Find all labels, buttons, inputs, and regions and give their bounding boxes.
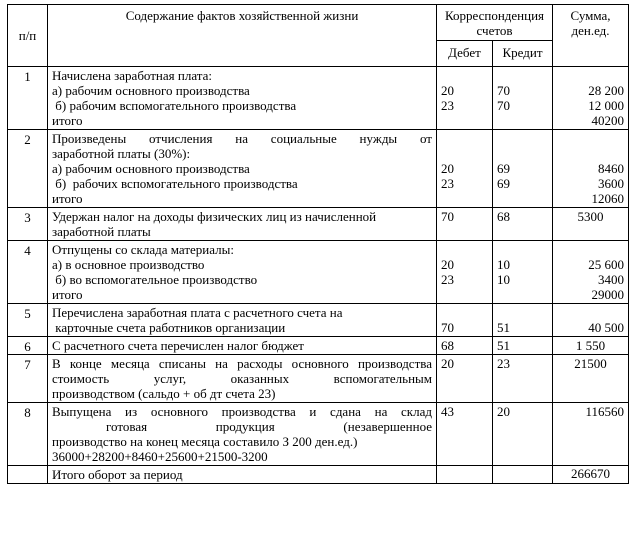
credit-value xyxy=(493,224,552,239)
row-sum xyxy=(553,304,629,337)
sum-value: 29000 xyxy=(591,287,625,302)
sum-value xyxy=(553,386,628,401)
row-debit xyxy=(437,355,493,403)
row-number: 8 xyxy=(8,403,48,466)
row-sum xyxy=(553,337,629,355)
table-row xyxy=(8,304,629,337)
row-debit xyxy=(437,241,493,304)
debit-value xyxy=(437,419,492,434)
sum-value xyxy=(553,146,628,161)
debit-value: 20 xyxy=(441,356,454,371)
debit-value xyxy=(437,224,492,239)
credit-value xyxy=(493,449,552,464)
row-description xyxy=(48,241,437,304)
header-sum-line2: ден.ед. xyxy=(571,23,610,38)
debit-value xyxy=(437,449,492,464)
credit-value xyxy=(493,434,552,449)
sum-value xyxy=(553,224,628,239)
row-description xyxy=(48,304,437,337)
credit-value xyxy=(493,287,552,302)
credit-value: 51 xyxy=(497,320,510,335)
sum-value: 28 200 xyxy=(588,83,625,98)
description-line: производство на конец месяца составило З 200 ден.ед.) xyxy=(52,434,358,449)
header-credit: Кредит xyxy=(493,41,553,67)
credit-value xyxy=(493,386,552,401)
description-line: стоимость услуг, оказанных вспомогательным xyxy=(52,371,432,386)
debit-value xyxy=(437,146,492,161)
row-number: 1 xyxy=(8,67,48,130)
debit-value: 70 xyxy=(441,320,454,335)
table-row xyxy=(8,67,629,130)
debit-value xyxy=(437,131,492,146)
sum-value: 40 500 xyxy=(588,320,625,335)
description-line: Отпущены со склада материалы: xyxy=(52,242,234,257)
header-corr-line2: счетов xyxy=(476,23,513,38)
row-sum xyxy=(553,67,629,130)
description-line: В конце месяца списаны на расходы основного производства xyxy=(52,356,432,371)
total-label: Итого оборот за период xyxy=(48,466,437,484)
sum-value xyxy=(553,305,628,320)
credit-value: 20 xyxy=(497,404,510,419)
credit-value: 70 xyxy=(497,83,510,98)
row-credit xyxy=(493,304,553,337)
credit-value xyxy=(493,146,552,161)
credit-value xyxy=(493,371,552,386)
credit-value: 69 xyxy=(497,176,510,191)
description-line: б) рабочим вспомогательного производства xyxy=(52,98,297,113)
sum-value xyxy=(553,371,628,386)
row-debit xyxy=(437,403,493,466)
row-number: 4 xyxy=(8,241,48,304)
sum-value: 5300 xyxy=(577,209,604,224)
sum-value xyxy=(553,242,628,257)
row-debit xyxy=(437,130,493,208)
row-description xyxy=(48,67,437,130)
row-number: 3 xyxy=(8,208,48,241)
row-credit xyxy=(493,241,553,304)
debit-value xyxy=(437,191,492,206)
debit-value: 20 xyxy=(441,257,454,272)
credit-value: 10 xyxy=(497,272,510,287)
description-line: Начислена заработная плата: xyxy=(52,68,212,83)
header-debit: Дебет xyxy=(437,41,493,67)
total-credit-cell xyxy=(493,466,553,484)
sum-value xyxy=(553,419,628,434)
row-number: 2 xyxy=(8,130,48,208)
credit-value: 68 xyxy=(497,209,510,224)
credit-value xyxy=(493,305,552,320)
description-line: б) рабочих вспомогательного производства xyxy=(52,176,298,191)
sum-value xyxy=(553,449,628,464)
credit-value xyxy=(493,242,552,257)
credit-value: 51 xyxy=(497,338,510,353)
credit-value xyxy=(493,131,552,146)
debit-value xyxy=(437,371,492,386)
journal-table xyxy=(7,4,629,484)
credit-value xyxy=(493,419,552,434)
table-row xyxy=(8,130,629,208)
debit-value xyxy=(437,68,492,83)
description-line: 36000+28200+8460+25600+21500-3200 xyxy=(52,449,268,464)
debit-value: 68 xyxy=(441,338,454,353)
table-row xyxy=(8,208,629,241)
header-corr-line1: Корреспонденция xyxy=(444,8,545,23)
description-line: карточные счета работников организации xyxy=(52,320,286,335)
sum-value: 21500 xyxy=(574,356,607,371)
row-credit xyxy=(493,337,553,355)
credit-value: 69 xyxy=(497,161,510,176)
description-line: Произведены отчисления на социальные нужды от xyxy=(52,131,432,146)
sum-value: 3400 xyxy=(598,272,625,287)
header-content: Содержание фактов хозяйственной жизни xyxy=(48,5,437,67)
row-debit xyxy=(437,337,493,355)
total-row xyxy=(8,466,629,484)
debit-value xyxy=(437,386,492,401)
description-line: заработной платы (30%): xyxy=(52,146,191,161)
description-line: С расчетного счета перечислен налог бюджет xyxy=(52,338,304,353)
row-number: 6 xyxy=(8,337,48,355)
header-correspondence xyxy=(437,5,553,41)
table-body xyxy=(8,67,629,466)
total-sum: 266670 xyxy=(553,466,629,484)
debit-value: 43 xyxy=(441,404,454,419)
debit-value xyxy=(437,434,492,449)
credit-value: 23 xyxy=(497,356,510,371)
header-row xyxy=(8,5,629,41)
row-number: 7 xyxy=(8,355,48,403)
description-line: Выпущена из основного производства и сдана на склад xyxy=(52,404,432,419)
row-credit xyxy=(493,208,553,241)
sum-value: 1 550 xyxy=(575,338,606,353)
description-line: а) в основное производство xyxy=(52,257,205,272)
description-line: Перечислена заработная плата с расчетного счета на xyxy=(52,305,343,320)
row-number: 5 xyxy=(8,304,48,337)
description-line: а) рабочим основного производства xyxy=(52,161,250,176)
description-line: заработной платы xyxy=(52,224,151,239)
description-line: б) во вспомогательное производство xyxy=(52,272,258,287)
table-row xyxy=(8,337,629,355)
credit-value: 10 xyxy=(497,257,510,272)
description-line: Удержан налог на доходы физических лиц из начисленной xyxy=(52,209,377,224)
row-description xyxy=(48,208,437,241)
sum-value: 25 600 xyxy=(588,257,625,272)
sum-value xyxy=(553,68,628,83)
sum-value xyxy=(553,434,628,449)
row-credit xyxy=(493,67,553,130)
description-line: итого xyxy=(52,191,83,206)
debit-value: 23 xyxy=(441,176,454,191)
credit-value xyxy=(493,68,552,83)
row-credit xyxy=(493,403,553,466)
description-line: а) рабочим основного производства xyxy=(52,83,250,98)
credit-value xyxy=(493,191,552,206)
credit-value: 70 xyxy=(497,98,510,113)
table-row xyxy=(8,355,629,403)
description-line: готовая продукция (незавершенное xyxy=(106,419,432,434)
row-debit xyxy=(437,67,493,130)
debit-value: 23 xyxy=(441,272,454,287)
table-row xyxy=(8,403,629,466)
row-debit xyxy=(437,208,493,241)
sum-value: 40200 xyxy=(591,113,625,128)
row-credit xyxy=(493,130,553,208)
row-sum xyxy=(553,355,629,403)
row-sum xyxy=(553,130,629,208)
debit-value xyxy=(437,287,492,302)
sum-value: 116560 xyxy=(585,404,625,419)
header-sum-line1: Сумма, xyxy=(570,8,611,23)
description-line: производством (сальдо + об дт счета 23) xyxy=(52,386,276,401)
total-num-cell xyxy=(8,466,48,484)
table-row xyxy=(8,241,629,304)
row-description xyxy=(48,130,437,208)
header-num: п/п xyxy=(8,5,48,67)
description-line: итого xyxy=(52,113,83,128)
sum-value: 12 000 xyxy=(588,98,625,113)
sum-value: 3600 xyxy=(598,176,625,191)
debit-value: 20 xyxy=(441,161,454,176)
row-description xyxy=(48,355,437,403)
row-sum xyxy=(553,403,629,466)
sum-value: 8460 xyxy=(598,161,625,176)
debit-value xyxy=(437,242,492,257)
total-debit-cell xyxy=(437,466,493,484)
sum-value: 12060 xyxy=(591,191,625,206)
description-line: итого xyxy=(52,287,83,302)
debit-value xyxy=(437,305,492,320)
debit-value xyxy=(437,113,492,128)
row-sum xyxy=(553,208,629,241)
sum-value xyxy=(553,131,628,146)
debit-value: 23 xyxy=(441,98,454,113)
row-debit xyxy=(437,304,493,337)
debit-value: 20 xyxy=(441,83,454,98)
row-description xyxy=(48,403,437,466)
row-sum xyxy=(553,241,629,304)
credit-value xyxy=(493,113,552,128)
row-description xyxy=(48,337,437,355)
debit-value: 70 xyxy=(441,209,454,224)
row-credit xyxy=(493,355,553,403)
header-sum xyxy=(553,5,629,67)
